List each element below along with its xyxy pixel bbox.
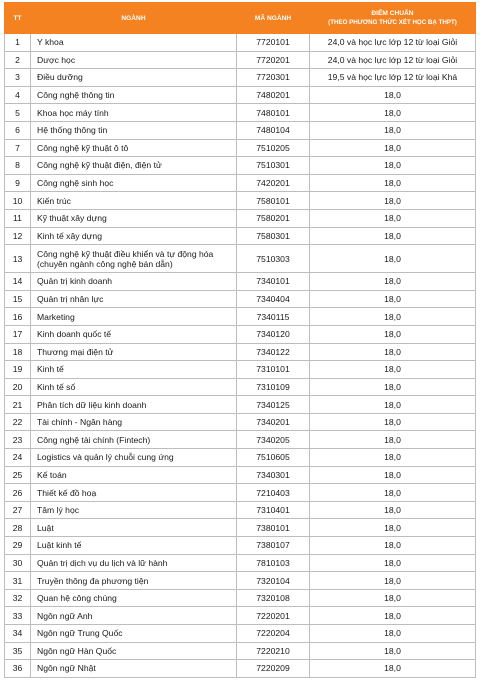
cell-tt: 19 xyxy=(5,361,31,379)
cell-ma-nganh: 7220210 xyxy=(237,642,310,660)
cell-diem-chuan: 18,0 xyxy=(310,537,476,555)
cell-nganh: Quản trị nhân lực xyxy=(31,290,237,308)
table-body xyxy=(5,34,476,678)
cell-tt: 36 xyxy=(5,660,31,678)
table-row xyxy=(5,343,476,361)
cell-tt: 4 xyxy=(5,86,31,104)
cell-tt: 13 xyxy=(5,245,31,273)
header-diem-chuan-subtitle: (THEO PHƯƠNG THỨC XÉT HỌC BẠ THPT) xyxy=(328,19,457,26)
cell-tt: 5 xyxy=(5,104,31,122)
cell-tt: 10 xyxy=(5,192,31,210)
cell-diem-chuan: 18,0 xyxy=(310,642,476,660)
cell-nganh: Công nghệ kỹ thuật điều khiển và tự động hóa (chuyên ngành công nghệ bán dẫn) xyxy=(31,245,237,273)
cell-nganh: Truyền thông đa phương tiện xyxy=(31,572,237,590)
cell-ma-nganh: 7810103 xyxy=(237,554,310,572)
cell-ma-nganh: 7220204 xyxy=(237,625,310,643)
cell-nganh: Ngôn ngữ Nhật xyxy=(31,660,237,678)
cell-tt: 35 xyxy=(5,642,31,660)
table-row xyxy=(5,86,476,104)
table-row xyxy=(5,607,476,625)
cell-ma-nganh: 7510303 xyxy=(237,245,310,273)
table-row xyxy=(5,484,476,502)
table-row xyxy=(5,537,476,555)
cell-tt: 27 xyxy=(5,501,31,519)
table-row xyxy=(5,325,476,343)
cell-tt: 6 xyxy=(5,121,31,139)
cell-ma-nganh: 7340404 xyxy=(237,290,310,308)
cell-nganh: Logistics và quản lý chuỗi cung ứng xyxy=(31,449,237,467)
table-row xyxy=(5,642,476,660)
cell-diem-chuan: 18,0 xyxy=(310,343,476,361)
table-row xyxy=(5,227,476,245)
header-row xyxy=(5,3,476,34)
cell-tt: 9 xyxy=(5,174,31,192)
cell-diem-chuan: 18,0 xyxy=(310,572,476,590)
table-row xyxy=(5,625,476,643)
cell-tt: 14 xyxy=(5,273,31,291)
cell-ma-nganh: 7480101 xyxy=(237,104,310,122)
cell-tt: 15 xyxy=(5,290,31,308)
cell-diem-chuan: 18,0 xyxy=(310,449,476,467)
cell-ma-nganh: 7510205 xyxy=(237,139,310,157)
cell-nganh: Kinh tế xây dựng xyxy=(31,227,237,245)
cell-ma-nganh: 7480201 xyxy=(237,86,310,104)
cell-nganh: Kinh tế xyxy=(31,361,237,379)
cell-diem-chuan: 18,0 xyxy=(310,607,476,625)
cell-nganh: Ngôn ngữ Anh xyxy=(31,607,237,625)
cell-diem-chuan: 18,0 xyxy=(310,361,476,379)
cell-ma-nganh: 7320104 xyxy=(237,572,310,590)
cell-ma-nganh: 7340101 xyxy=(237,273,310,291)
cell-tt: 7 xyxy=(5,139,31,157)
cell-tt: 32 xyxy=(5,589,31,607)
cell-nganh: Công nghệ kỹ thuật điện, điện tử xyxy=(31,157,237,175)
cell-diem-chuan: 18,0 xyxy=(310,431,476,449)
table-row xyxy=(5,431,476,449)
cell-nganh: Công nghệ thông tin xyxy=(31,86,237,104)
cell-nganh: Thiết kế đồ hoạ xyxy=(31,484,237,502)
table-row xyxy=(5,519,476,537)
cell-tt: 28 xyxy=(5,519,31,537)
cell-ma-nganh: 7340115 xyxy=(237,308,310,326)
table-row xyxy=(5,139,476,157)
header-diem-chuan xyxy=(310,3,476,34)
cell-diem-chuan: 18,0 xyxy=(310,174,476,192)
cell-diem-chuan: 18,0 xyxy=(310,466,476,484)
table-row xyxy=(5,501,476,519)
cell-ma-nganh: 7320108 xyxy=(237,589,310,607)
cell-diem-chuan: 18,0 xyxy=(310,290,476,308)
table-row xyxy=(5,308,476,326)
table-row xyxy=(5,273,476,291)
table-row xyxy=(5,157,476,175)
cell-tt: 29 xyxy=(5,537,31,555)
cell-tt: 23 xyxy=(5,431,31,449)
cell-tt: 11 xyxy=(5,209,31,227)
cell-diem-chuan: 18,0 xyxy=(310,589,476,607)
cell-ma-nganh: 7720201 xyxy=(237,51,310,69)
cell-ma-nganh: 7340120 xyxy=(237,325,310,343)
cell-tt: 34 xyxy=(5,625,31,643)
cell-diem-chuan: 18,0 xyxy=(310,139,476,157)
table-row xyxy=(5,51,476,69)
table-row xyxy=(5,209,476,227)
table-row xyxy=(5,34,476,52)
cell-diem-chuan: 18,0 xyxy=(310,625,476,643)
cell-diem-chuan: 18,0 xyxy=(310,413,476,431)
cell-tt: 25 xyxy=(5,466,31,484)
table-header xyxy=(5,3,476,34)
cell-tt: 8 xyxy=(5,157,31,175)
table-row xyxy=(5,572,476,590)
table-row xyxy=(5,361,476,379)
cell-ma-nganh: 7580301 xyxy=(237,227,310,245)
cell-nganh: Kiến trúc xyxy=(31,192,237,210)
admission-score-table-container xyxy=(4,2,475,678)
cell-diem-chuan: 19,5 và học lực lớp 12 từ loại Khá xyxy=(310,69,476,87)
cell-nganh: Dược học xyxy=(31,51,237,69)
cell-nganh: Ngôn ngữ Trung Quốc xyxy=(31,625,237,643)
cell-ma-nganh: 7420201 xyxy=(237,174,310,192)
header-diem-chuan-title: ĐIỂM CHUẨN xyxy=(371,10,414,17)
cell-ma-nganh: 7340201 xyxy=(237,413,310,431)
cell-tt: 24 xyxy=(5,449,31,467)
cell-diem-chuan: 18,0 xyxy=(310,157,476,175)
cell-nganh: Công nghệ kỹ thuật ô tô xyxy=(31,139,237,157)
cell-nganh: Marketing xyxy=(31,308,237,326)
cell-diem-chuan: 18,0 xyxy=(310,501,476,519)
table-row xyxy=(5,413,476,431)
cell-ma-nganh: 7340301 xyxy=(237,466,310,484)
cell-ma-nganh: 7210403 xyxy=(237,484,310,502)
cell-nganh: Ngôn ngữ Hàn Quốc xyxy=(31,642,237,660)
cell-tt: 12 xyxy=(5,227,31,245)
table-row xyxy=(5,290,476,308)
cell-diem-chuan: 18,0 xyxy=(310,554,476,572)
cell-ma-nganh: 7380101 xyxy=(237,519,310,537)
cell-tt: 2 xyxy=(5,51,31,69)
cell-nganh: Kỹ thuật xây dựng xyxy=(31,209,237,227)
table-row xyxy=(5,174,476,192)
cell-ma-nganh: 7340125 xyxy=(237,396,310,414)
cell-diem-chuan: 18,0 xyxy=(310,192,476,210)
cell-tt: 22 xyxy=(5,413,31,431)
cell-diem-chuan: 18,0 xyxy=(310,86,476,104)
cell-nganh: Công nghệ tài chính (Fintech) xyxy=(31,431,237,449)
cell-nganh: Y khoa xyxy=(31,34,237,52)
cell-tt: 21 xyxy=(5,396,31,414)
cell-diem-chuan: 18,0 xyxy=(310,519,476,537)
cell-tt: 1 xyxy=(5,34,31,52)
cell-ma-nganh: 7580201 xyxy=(237,209,310,227)
cell-ma-nganh: 7510605 xyxy=(237,449,310,467)
table-row xyxy=(5,121,476,139)
cell-nganh: Phân tích dữ liệu kinh doanh xyxy=(31,396,237,414)
table-row xyxy=(5,660,476,678)
cell-diem-chuan: 18,0 xyxy=(310,325,476,343)
cell-tt: 18 xyxy=(5,343,31,361)
cell-nganh: Kinh doanh quốc tế xyxy=(31,325,237,343)
cell-ma-nganh: 7340122 xyxy=(237,343,310,361)
cell-nganh: Thương mại điện tử xyxy=(31,343,237,361)
cell-tt: 30 xyxy=(5,554,31,572)
cell-ma-nganh: 7720301 xyxy=(237,69,310,87)
cell-nganh: Luật xyxy=(31,519,237,537)
cell-ma-nganh: 7220209 xyxy=(237,660,310,678)
cell-diem-chuan: 18,0 xyxy=(310,121,476,139)
table-row xyxy=(5,554,476,572)
cell-tt: 31 xyxy=(5,572,31,590)
cell-nganh: Công nghệ sinh học xyxy=(31,174,237,192)
header-nganh: NGÀNH xyxy=(31,3,237,34)
cell-ma-nganh: 7510301 xyxy=(237,157,310,175)
cell-nganh: Quản trị dịch vụ du lịch và lữ hành xyxy=(31,554,237,572)
cell-ma-nganh: 7310401 xyxy=(237,501,310,519)
cell-tt: 33 xyxy=(5,607,31,625)
cell-tt: 3 xyxy=(5,69,31,87)
cell-tt: 16 xyxy=(5,308,31,326)
cell-tt: 17 xyxy=(5,325,31,343)
cell-diem-chuan: 18,0 xyxy=(310,660,476,678)
cell-diem-chuan: 24,0 và học lực lớp 12 từ loại Giỏi xyxy=(310,34,476,52)
cell-diem-chuan: 18,0 xyxy=(310,396,476,414)
cell-nganh: Quan hệ công chúng xyxy=(31,589,237,607)
cell-ma-nganh: 7310109 xyxy=(237,378,310,396)
cell-nganh: Tâm lý học xyxy=(31,501,237,519)
table-row xyxy=(5,104,476,122)
table-row xyxy=(5,466,476,484)
cell-nganh: Hệ thống thông tin xyxy=(31,121,237,139)
cell-tt: 26 xyxy=(5,484,31,502)
cell-ma-nganh: 7580101 xyxy=(237,192,310,210)
cell-ma-nganh: 7480104 xyxy=(237,121,310,139)
cell-nganh: Khoa học máy tính xyxy=(31,104,237,122)
cell-tt: 20 xyxy=(5,378,31,396)
table-row xyxy=(5,69,476,87)
cell-diem-chuan: 18,0 xyxy=(310,245,476,273)
table-row xyxy=(5,589,476,607)
cell-ma-nganh: 7340205 xyxy=(237,431,310,449)
cell-diem-chuan: 18,0 xyxy=(310,227,476,245)
cell-nganh: Kinh tế số xyxy=(31,378,237,396)
table-row xyxy=(5,192,476,210)
table-row xyxy=(5,245,476,273)
cell-diem-chuan: 18,0 xyxy=(310,484,476,502)
cell-nganh: Luật kinh tế xyxy=(31,537,237,555)
cell-diem-chuan: 18,0 xyxy=(310,308,476,326)
cell-nganh: Quản trị kinh doanh xyxy=(31,273,237,291)
cell-diem-chuan: 18,0 xyxy=(310,209,476,227)
cell-ma-nganh: 7220201 xyxy=(237,607,310,625)
cell-ma-nganh: 7720101 xyxy=(237,34,310,52)
cell-diem-chuan: 18,0 xyxy=(310,104,476,122)
cell-nganh: Tài chính - Ngân hàng xyxy=(31,413,237,431)
table-row xyxy=(5,396,476,414)
header-ma-nganh: MÃ NGÀNH xyxy=(237,3,310,34)
cell-ma-nganh: 7380107 xyxy=(237,537,310,555)
admission-score-table xyxy=(4,2,476,678)
cell-nganh: Kế toán xyxy=(31,466,237,484)
cell-diem-chuan: 24,0 và học lực lớp 12 từ loại Giỏi xyxy=(310,51,476,69)
table-row xyxy=(5,449,476,467)
cell-ma-nganh: 7310101 xyxy=(237,361,310,379)
table-row xyxy=(5,378,476,396)
cell-diem-chuan: 18,0 xyxy=(310,378,476,396)
header-tt: TT xyxy=(5,3,31,34)
cell-diem-chuan: 18,0 xyxy=(310,273,476,291)
cell-nganh: Điều dưỡng xyxy=(31,69,237,87)
